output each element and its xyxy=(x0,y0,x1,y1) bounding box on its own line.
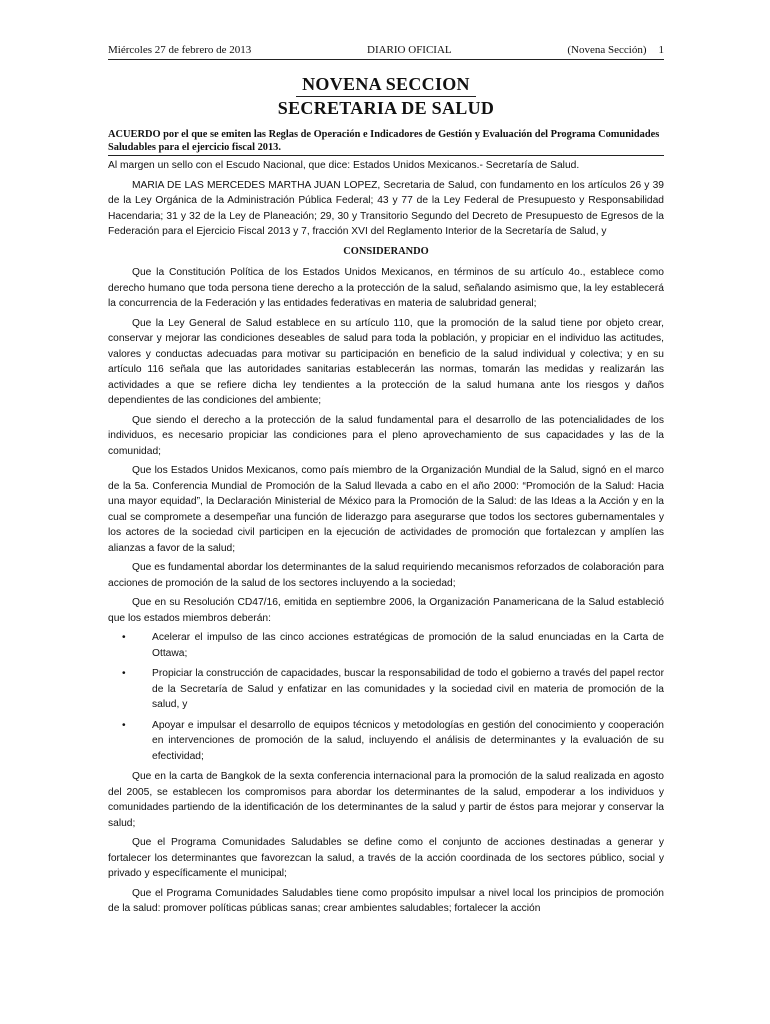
bullet-icon: • xyxy=(122,719,126,731)
header-publication: DIARIO OFICIAL xyxy=(367,44,452,56)
ministry-title: SECRETARIA DE SALUD xyxy=(277,98,495,118)
header-date: Miércoles 27 de febrero de 2013 xyxy=(108,44,252,56)
section-title: NOVENA SECCION xyxy=(296,74,476,97)
document-page xyxy=(108,44,664,921)
paragraph: Que en su Resolución CD47/16, emitida en septiembre 2006, la Organización Panamericana de la Salud estableció que los estados miembros deberán: xyxy=(108,597,664,624)
paragraph: Que los Estados Unidos Mexicanos, como país miembro de la Organización Mundial de la Salud, signó en el marco de la 5a. Conferencia Mundial de Promoción de la Salud llevada a cabo en el año 2000: “Promoción de la Salud: Hacia una mayor equidad”, la Declaración Ministerial de México para la Promoción de la Salud: de las Ideas a la Acción y en la cual se compromete a desempeñar una función de liderazgo para asegurarse que todos los sectores gubernamentales y los actores de la sociedad civil participen en la ejecución de actividades de promoción que fortalezcan y amplíen las alianzas a favor de la salud; xyxy=(108,465,664,554)
header-section: (Novena Sección) xyxy=(567,44,647,56)
paragraph: Que la Ley General de Salud establece en su artículo 110, que la promoción de la salud tiene por objeto crear, conservar y mejorar las condiciones deseables de salud para toda la población, y propiciar en el individuo las actitudes, valores y conductas adecuadas para motivar su participación en beneficio de la salud individual y colectiva; y en su artículo 116 señala que las autoridades sanitarias establecerán las normas, tomarán las medidas y realizarán las actividades a que se refiere dicha ley tendientes a la protección de la salud humana ante los riesgos y daños dependientes de las condiciones del ambiente; xyxy=(108,317,664,406)
margin-note: Al margen un sello con el Escudo Nacional, que dice: Estados Unidos Mexicanos.- Secretaría de Salud. xyxy=(108,160,580,171)
list-item-text: Acelerar el impulso de las cinco acciones estratégicas de promoción de la salud enunciadas en la Carta de Ottawa; xyxy=(152,632,664,659)
paragraph: Que es fundamental abordar los determinantes de la salud requiriendo mecanismos reforzados de colaboración para acciones de promoción de la salud de los sectores incluyendo a la sociedad; xyxy=(108,562,664,589)
list-item-text: Propiciar la construcción de capacidades, buscar la responsabilidad de todo el gobierno a través del papel rector de la Secretaría de Salud y enfatizar en las comunidades y la sociedad civil en materia de promoción de la salud, y xyxy=(152,668,664,710)
considerando-heading: CONSIDERANDO xyxy=(343,245,429,257)
page-header xyxy=(108,44,664,60)
list-item xyxy=(108,718,664,765)
bullet-icon: • xyxy=(122,632,126,643)
list-item xyxy=(108,630,664,661)
paragraph: Que el Programa Comunidades Saludables se define como el conjunto de acciones destinadas a generar y fortalecer los determinantes que favorezcan la salud, a través de la acción coordinada de los sectores público, social y privado y específicamente el municipal; xyxy=(108,837,664,879)
intro-paragraph: MARIA DE LAS MERCEDES MARTHA JUAN LOPEZ, Secretaria de Salud, con fundamento en los artículos 26 y 39 de la Ley Orgánica de la Administración Pública Federal; 43 y 77 de la Ley Federal de Presupuesto y Responsabilidad Hacendaria; 31 y 32 de la Ley de Planeación; 29, 30 y Transitorio Segundo del Decreto de Presupuesto de Egresos de la Federación para el Ejercicio Fiscal 2013 y 7, fracción XVI del Reglamento Interior de la Secretaría de Salud, y xyxy=(108,179,664,237)
bullet-icon: • xyxy=(122,668,126,679)
paragraph: Que la Constitución Política de los Estados Unidos Mexicanos, en términos de su artículo 4o., establece como derecho humano que toda persona tiene derecho a la protección de la salud, señalando asimismo que, la ley establecerá la concurrencia de la Federación y las entidades federativas en materia de salubridad general; xyxy=(108,267,664,309)
list-item-text: Apoyar e impulsar el desarrollo de equipos técnicos y metodologías en gestión del conocimiento y cooperación en intervenciones de promoción de la salud, incluyendo el análisis de determinantes y la evaluación de su efectividad; xyxy=(152,719,664,762)
header-right xyxy=(567,44,664,56)
paragraph: Que en la carta de Bangkok de la sexta conferencia internacional para la promoción de la salud realizada en agosto del 2005, se establecen los compromisos para abordar los determinantes de la salud, empoderar a los individuos y comunidades partiendo de la identificación de los determinantes de la salud y partir de éstos para mejorar y conservar la salud; xyxy=(108,771,664,829)
title-block xyxy=(108,74,664,119)
bullet-list xyxy=(108,630,664,764)
paragraph: Que siendo el derecho a la protección de la salud fundamental para el desarrollo de las potencialidades de los individuos, es necesario propiciar las condiciones para el pleno aprovechamiento de sus capacidades y las de la comunidad; xyxy=(108,414,664,457)
header-page-number: 1 xyxy=(658,44,664,56)
paragraph: Que el Programa Comunidades Saludables tiene como propósito impulsar a nivel local los principios de promoción de la salud: promover políticas públicas sanas; crear ambientes saludables; fortalecer la acción xyxy=(108,887,664,914)
document-body xyxy=(108,158,664,917)
acuerdo-heading: ACUERDO por el que se emiten las Reglas de Operación e Indicadores de Gestión y Evaluación del Programa Comunidades Saludables para el ejercicio fiscal 2013. xyxy=(108,129,664,156)
list-item xyxy=(108,666,664,713)
